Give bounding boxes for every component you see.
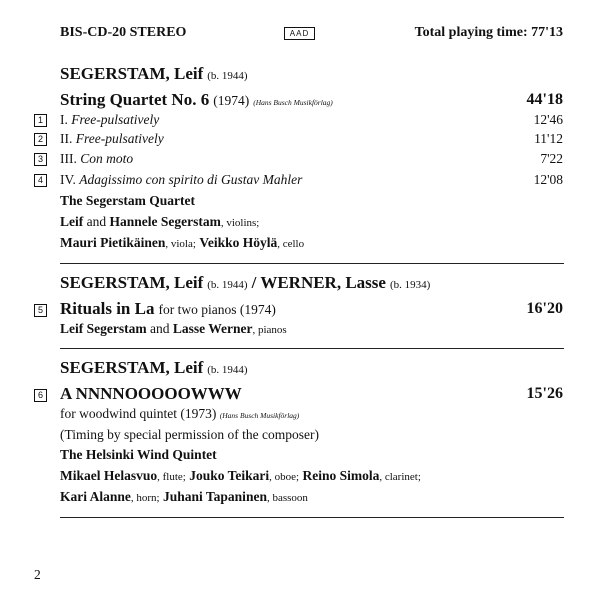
work3-composer-dates: (b. 1944) bbox=[207, 364, 248, 376]
track-4-numeral: IV. bbox=[60, 172, 76, 187]
work1-ensemble: The Segerstam Quartet bbox=[60, 193, 195, 208]
track-number-3: 3 bbox=[34, 153, 47, 166]
track-1-time: 12'46 bbox=[533, 112, 563, 127]
performer-mauri: Mauri Pietikäinen bbox=[60, 235, 166, 250]
track-1-numeral: I. bbox=[60, 112, 68, 127]
work1-composer-dates: (b. 1944) bbox=[207, 70, 248, 82]
performer-mikael: Mikael Helasvuo bbox=[60, 468, 158, 483]
work2-composer-1: SEGERSTAM, Leif bbox=[60, 273, 204, 292]
work3-composer: SEGERSTAM, Leif bbox=[60, 358, 204, 377]
track-3-name: Con moto bbox=[80, 151, 134, 166]
track-number-4: 4 bbox=[34, 174, 47, 187]
track-4-time: 12'08 bbox=[533, 172, 563, 187]
performer-role-violins: , violins; bbox=[220, 217, 260, 229]
section-divider-2 bbox=[60, 348, 564, 349]
work2-composer-2: WERNER, Lasse bbox=[260, 273, 386, 292]
performer-role-pianos: , pianos bbox=[252, 324, 287, 336]
work3-performers-1 bbox=[60, 468, 421, 484]
work1-composer: SEGERSTAM, Leif bbox=[60, 64, 204, 83]
work2-subtitle: for two pianos (1974) bbox=[158, 302, 276, 317]
track-2-name: Free-pulsatively bbox=[75, 131, 164, 146]
work3-ensemble: The Helsinki Wind Quintet bbox=[60, 447, 217, 462]
work1-performers-1 bbox=[60, 214, 259, 230]
track-number-2: 2 bbox=[34, 133, 47, 146]
catalog-number: BIS-CD-20 STEREO bbox=[60, 25, 187, 40]
performer-role-viola: , viola; bbox=[165, 238, 196, 250]
work1-publisher: (Hans Busch Musikförlag) bbox=[253, 98, 333, 107]
work2-separator: / bbox=[251, 273, 257, 292]
section-divider-1 bbox=[60, 263, 564, 264]
work3-subtitle: for woodwind quintet (1973) bbox=[60, 406, 217, 421]
work3-performers-2 bbox=[60, 489, 308, 505]
work3-composer-line bbox=[60, 358, 248, 378]
work2-composer-2-dates: (b. 1934) bbox=[389, 279, 431, 291]
aad-badge: AAD bbox=[284, 27, 315, 40]
track-3-title bbox=[60, 151, 133, 167]
work2-composer-line bbox=[60, 273, 430, 293]
performer-role-horn: , horn; bbox=[130, 492, 160, 504]
work3-title: A NNNNOOOOOWWW bbox=[60, 384, 242, 403]
performer-role-clarinet: , clarinet; bbox=[379, 471, 421, 483]
performer-kari: Kari Alanne bbox=[60, 489, 131, 504]
track-number-6: 6 bbox=[34, 389, 47, 402]
work2-performers bbox=[60, 321, 287, 337]
track-4-name: Adagissimo con spirito di Gustav Mahler bbox=[79, 172, 303, 187]
performer-veikko: Veikko Höylä bbox=[199, 235, 278, 250]
track-1-name: Free-pulsatively bbox=[71, 112, 160, 127]
work3-subtitle-line bbox=[60, 406, 299, 422]
work2-title: Rituals in La bbox=[60, 299, 155, 318]
track-2-time: 11'12 bbox=[534, 131, 563, 146]
track-3-time: 7'22 bbox=[540, 151, 563, 166]
work1-composer-line bbox=[60, 64, 248, 84]
work1-performers-2 bbox=[60, 235, 304, 251]
track-2-numeral: II. bbox=[60, 131, 73, 146]
section-divider-3 bbox=[60, 517, 564, 518]
track-number-1: 1 bbox=[34, 114, 47, 127]
performer-juhani: Juhani Tapaninen bbox=[163, 489, 267, 504]
performer-reino: Reino Simola bbox=[302, 468, 380, 483]
track-1-title bbox=[60, 112, 159, 128]
track-number-5: 5 bbox=[34, 304, 47, 317]
work2-composer-1-dates: (b. 1944) bbox=[207, 279, 248, 291]
performer-conj: and bbox=[86, 214, 107, 229]
performer-role-bassoon: , bassoon bbox=[266, 492, 308, 504]
work1-title-line bbox=[60, 90, 333, 110]
page-number: 2 bbox=[34, 567, 41, 582]
performer-jouko: Jouko Teikari bbox=[189, 468, 270, 483]
track-3-numeral: III. bbox=[60, 151, 77, 166]
work3-duration: 15'26 bbox=[526, 385, 563, 402]
work3-timing-note: (Timing by special permission of the composer) bbox=[60, 427, 319, 442]
track-4-title bbox=[60, 172, 302, 188]
total-playing-time: Total playing time: 77'13 bbox=[414, 25, 563, 40]
track-2-title bbox=[60, 131, 164, 147]
work1-year: (1974) bbox=[213, 93, 250, 108]
performer-role-oboe: , oboe; bbox=[269, 471, 300, 483]
performer-lasse-werner: Lasse Werner bbox=[172, 321, 253, 336]
work3-publisher: (Hans Busch Musikförlag) bbox=[219, 411, 300, 420]
work2-duration: 16'20 bbox=[526, 300, 563, 317]
work1-title: String Quartet No. 6 bbox=[60, 90, 210, 109]
performer-role-flute: , flute; bbox=[157, 471, 186, 483]
performer-conj-2: and bbox=[149, 321, 170, 336]
performer-role-cello: , cello bbox=[277, 238, 305, 250]
performer-leif: Leif bbox=[60, 214, 84, 229]
performer-leif-segerstam: Leif Segerstam bbox=[60, 321, 147, 336]
work2-title-line bbox=[60, 299, 276, 319]
performer-hannele: Hannele Segerstam bbox=[109, 214, 221, 229]
work1-duration: 44'18 bbox=[526, 91, 563, 108]
